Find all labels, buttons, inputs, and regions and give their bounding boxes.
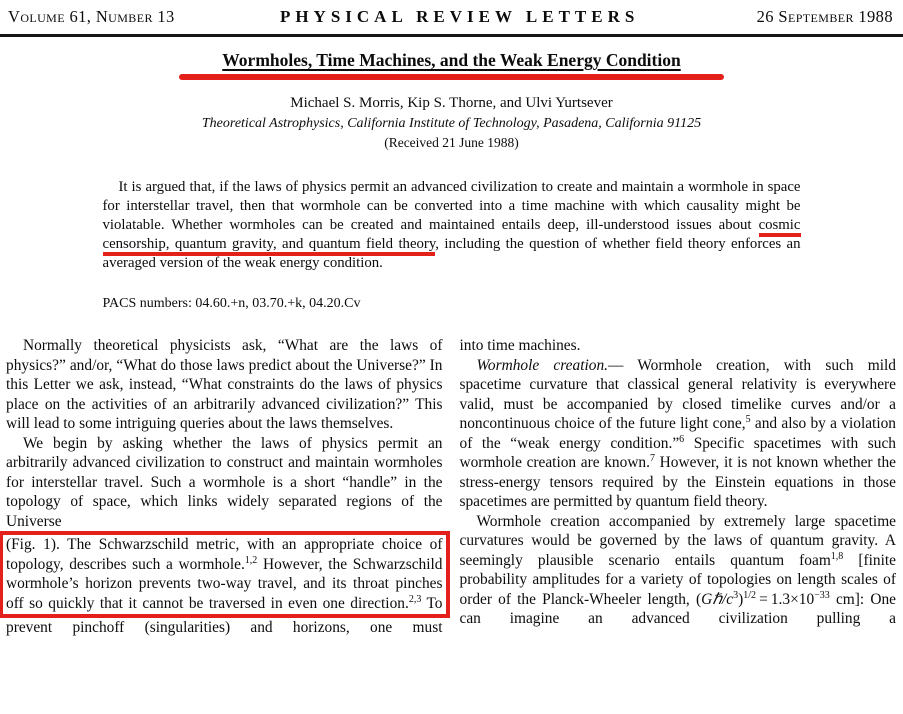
paragraph-continuation: prevent pinchoff (singularities) and horizons, one must	[6, 619, 443, 636]
issue-date: 26 September 1988	[756, 7, 893, 26]
journal-title: PHYSICAL REVIEW LETTERS	[279, 7, 640, 26]
article-title: Wormholes, Time Machines, and the Weak Energy Condition	[222, 50, 681, 70]
boxed-text: (Fig. 1). The Schwarzschild metric, with an appropriate choice of topology, describes such a wormhole.$^{1,2}$ However, the Schwarzschild wormhole’s horizon prevents two-way travel, and its throat pinches off so quickly that it cannot be traversed in even one direction.$^{2,3}$ To	[6, 536, 443, 612]
affiliation-line: Theoretical Astrophysics, California Institute of Technology, Pasadena, California 91125	[201, 116, 702, 131]
abstract-highlighted-phrase: cosmic censorship, quantum gravity, and quantum field theory	[103, 217, 801, 256]
right-column	[460, 336, 897, 638]
red-marker-box	[0, 531, 450, 618]
header-rule	[0, 34, 903, 37]
received-line: (Received 21 June 1988)	[384, 135, 519, 150]
pacs-line: PACS numbers: 04.60.+n, 03.70.+k, 04.20.Cv	[102, 296, 361, 311]
wormhole-paragraph-start: We begin by asking whether the laws of physics permit an arbitrarily advanced civilization to construct and maintain wormholes for interstellar travel. Such a wormhole is a short “handle” in the topology of space, which links widely separated regions of the Universe	[6, 434, 443, 530]
abstract-text-after: , including the question of whether field theory enforces an averaged version of the weak energy condition.	[102, 236, 801, 271]
wormhole-creation-paragraph: Wormhole creation.— Wormhole creation, with such mild spacetime curvature that classical general relativity is everywhere valid, must be accompanied by closed timelike curves and/or a noncontinuous choice of the future light cone,$^5$ and also by a violation of the “weak energy condition.”$^6$ Specific spacetimes with such wormhole creation are known.$^7$ However, it is not known whether the stress-energy tensors required by the Einstein equations in those spacetimes are permitted by quantum field theory.	[459, 356, 896, 510]
left-column	[6, 336, 443, 638]
authors-line: Michael S. Morris, Kip S. Thorne, and Ulvi Yurtsever	[290, 95, 613, 111]
title-block	[0, 50, 903, 80]
abstract-text-before: It is argued that, if the laws of physics permit an advanced civilization to create and maintain a wormhole in space for interstellar travel, then that wormhole can be converted into a time machine with which causality might be violatable. Whether wormholes can be created and maintained entails deep, ill-understood issues about	[102, 179, 801, 233]
carryover-line: into time machines.	[459, 337, 581, 354]
intro-paragraph: Normally theoretical physicists ask, “What are the laws of physics?” and/or, “What do those laws predict about the Universe?” In this Letter we ask, instead, “What constraints do the laws of physics place on the activities of an arbitrarily advanced civilization?” This will lead to some intriguing queries about the laws themselves.	[6, 337, 443, 432]
quantum-foam-paragraph: Wormhole creation accompanied by extremely large spacetime curvatures would be governed by the laws of quantum gravity. A seemingly plausible scenario entails quantum foam$^{1,8}$ [finite probability amplitudes for a variety of topologies on length scales of order of the Planck-Wheeler length, $(G\hbar/c^3)^{1/2} = 1.3\times 10^{-33}$ cm]: One can imagine an advanced civilization pulling a	[459, 512, 897, 627]
red-marker-title-underline	[179, 74, 724, 80]
abstract-paragraph	[103, 178, 801, 273]
volume-number: Volume 61, Number 13	[8, 7, 175, 26]
article-body	[0, 336, 903, 638]
masthead	[0, 0, 903, 27]
